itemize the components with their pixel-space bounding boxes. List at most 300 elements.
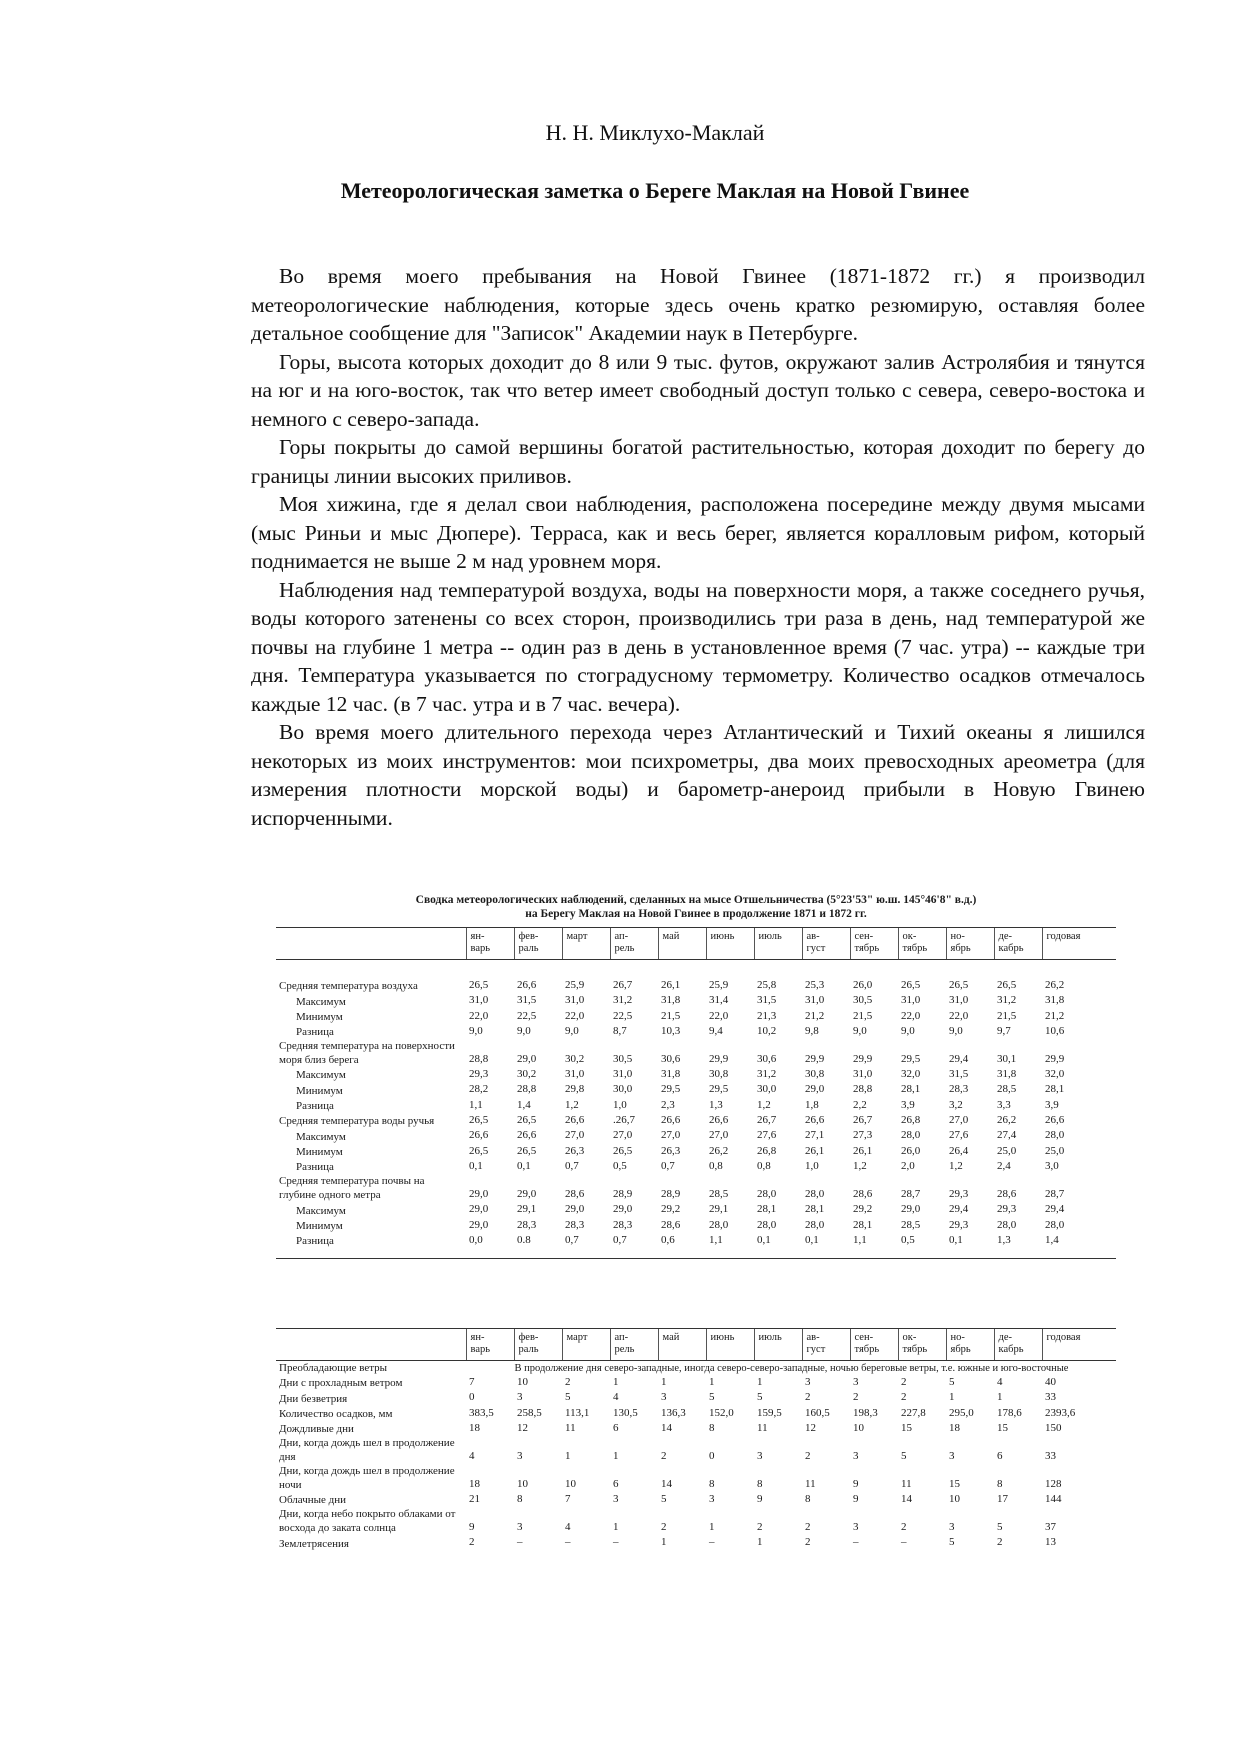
value-cell: 30,0 bbox=[613, 1083, 633, 1096]
table-row bbox=[276, 1436, 1116, 1464]
table-row bbox=[276, 1218, 1116, 1233]
value-cell: 22,0 bbox=[469, 1009, 489, 1022]
value-cell: 1 bbox=[565, 1449, 571, 1462]
value-cell: 29,5 bbox=[709, 1083, 729, 1096]
value-cell: 30,2 bbox=[517, 1068, 537, 1081]
value-cell: 22,0 bbox=[949, 1009, 969, 1022]
value-cell: 4 bbox=[469, 1449, 475, 1462]
value-cell: 12 bbox=[517, 1421, 528, 1434]
value-cell: 27,0 bbox=[661, 1129, 681, 1142]
value-cell: 1,1 bbox=[853, 1233, 867, 1246]
value-cell: 26,1 bbox=[805, 1144, 825, 1157]
value-cell: 10,6 bbox=[1045, 1024, 1065, 1037]
value-cell: 26,1 bbox=[661, 979, 681, 991]
value-cell: 21,5 bbox=[997, 1009, 1017, 1022]
value-cell: 4 bbox=[997, 1376, 1003, 1388]
group-title: Средняя температура на поверхности моря близ берега bbox=[279, 1040, 455, 1067]
month-header-line: сен- bbox=[854, 1332, 874, 1343]
value-cell: 0,5 bbox=[613, 1159, 627, 1172]
month-header bbox=[754, 1329, 802, 1361]
value-cell: 3 bbox=[805, 1376, 811, 1388]
value-cell: 28,8 bbox=[517, 1083, 537, 1096]
row-label: Минимум bbox=[296, 1219, 343, 1232]
value-cell: 30,6 bbox=[757, 1052, 777, 1065]
value-cell: 150 bbox=[1045, 1421, 1062, 1434]
table-row bbox=[276, 1361, 1116, 1376]
value-cell: 37 bbox=[1045, 1521, 1056, 1534]
value-cell: 5 bbox=[997, 1521, 1003, 1534]
value-cell: 5 bbox=[901, 1449, 907, 1462]
value-cell: 29,2 bbox=[661, 1203, 681, 1216]
value-cell: 27,1 bbox=[805, 1129, 825, 1142]
value-cell: 0,1 bbox=[805, 1233, 819, 1246]
value-cell: 2 bbox=[901, 1376, 907, 1388]
value-cell: 26,0 bbox=[853, 979, 873, 991]
value-cell: 28,0 bbox=[901, 1129, 921, 1142]
value-cell: 28,9 bbox=[613, 1187, 633, 1200]
value-cell: 1 bbox=[613, 1521, 619, 1534]
value-cell: 26,6 bbox=[517, 979, 537, 991]
month-header bbox=[514, 928, 562, 960]
value-cell: 31,0 bbox=[565, 994, 585, 1007]
value-cell: 28,0 bbox=[805, 1218, 825, 1231]
value-cell: 31,2 bbox=[613, 994, 633, 1007]
value-cell: 27,0 bbox=[565, 1129, 585, 1142]
value-cell: 10,3 bbox=[661, 1024, 681, 1037]
value-cell: 29,5 bbox=[661, 1083, 681, 1096]
value-cell: 26,7 bbox=[853, 1114, 873, 1127]
month-header bbox=[466, 1329, 514, 1361]
value-cell: .26,7 bbox=[613, 1114, 635, 1127]
value-cell: 26,6 bbox=[805, 1114, 825, 1127]
value-cell: 29,0 bbox=[469, 1187, 489, 1200]
value-cell: 29,9 bbox=[853, 1052, 873, 1065]
value-cell: 27,6 bbox=[757, 1129, 777, 1142]
value-cell: 29,0 bbox=[517, 1187, 537, 1200]
month-header-line: годовая bbox=[1046, 931, 1081, 942]
value-cell: 28,6 bbox=[997, 1187, 1017, 1200]
value-cell: 3 bbox=[949, 1521, 955, 1534]
value-cell: 10 bbox=[565, 1477, 576, 1490]
value-cell: 0,7 bbox=[613, 1233, 627, 1246]
value-cell: 3 bbox=[853, 1449, 859, 1462]
value-cell: 0 bbox=[469, 1391, 475, 1404]
value-cell: 3 bbox=[517, 1391, 523, 1404]
value-cell: 8 bbox=[805, 1493, 811, 1506]
value-cell: 5 bbox=[949, 1536, 955, 1549]
row-label: Разница bbox=[296, 1026, 334, 1039]
value-cell: 0.8 bbox=[517, 1233, 531, 1246]
value-cell: 26,2 bbox=[709, 1144, 729, 1157]
value-cell: 18 bbox=[469, 1421, 480, 1434]
value-cell: 9,4 bbox=[709, 1024, 723, 1037]
month-header bbox=[802, 1329, 850, 1361]
value-cell: 3 bbox=[517, 1521, 523, 1534]
value-cell: 15 bbox=[997, 1421, 1008, 1434]
temperature-table bbox=[276, 927, 1116, 1259]
value-cell: 0,0 bbox=[469, 1233, 483, 1246]
value-cell: 26,6 bbox=[661, 1114, 681, 1127]
value-cell: 30,5 bbox=[613, 1052, 633, 1065]
observations-summary-table bbox=[276, 893, 1116, 1259]
row-label: Максимум bbox=[296, 995, 346, 1008]
value-cell: 27,4 bbox=[997, 1129, 1017, 1142]
value-cell: 40 bbox=[1045, 1376, 1056, 1388]
month-header-line: кабрь bbox=[998, 1344, 1024, 1355]
row-label: Максимум bbox=[296, 1069, 346, 1082]
value-cell: 26,5 bbox=[469, 1144, 489, 1157]
value-cell: 26,1 bbox=[853, 1144, 873, 1157]
value-cell: 26,6 bbox=[709, 1114, 729, 1127]
paragraph: Во время моего пребывания на Новой Гвинее (1871-1872 гг.) я производил метеорологические наблюдения, которые здесь очень кратко резюмирую, оставляя более детальное сообщение для "Записок" Академии наук в Петербурге. bbox=[251, 264, 1145, 345]
month-header-line: но- bbox=[950, 931, 965, 942]
value-cell: 10 bbox=[517, 1477, 528, 1490]
value-cell: 3 bbox=[757, 1449, 763, 1462]
month-header bbox=[850, 928, 898, 960]
month-header bbox=[994, 1329, 1042, 1361]
value-cell: 31,8 bbox=[1045, 994, 1065, 1007]
value-cell: 28,3 bbox=[949, 1083, 969, 1096]
value-cell: 9,0 bbox=[853, 1024, 867, 1037]
author-name: Н. Н. Миклухо-Маклай bbox=[545, 120, 765, 145]
month-header-line: кабрь bbox=[998, 943, 1024, 954]
value-cell: 26,7 bbox=[757, 1114, 777, 1127]
value-cell: 0,7 bbox=[661, 1159, 675, 1172]
value-cell: 2 bbox=[901, 1391, 907, 1404]
table-row bbox=[276, 1375, 1116, 1390]
value-cell: 152,0 bbox=[709, 1406, 734, 1419]
value-cell: 9,0 bbox=[565, 1024, 579, 1037]
value-cell: 159,5 bbox=[757, 1406, 782, 1419]
month-header-line: сен- bbox=[854, 931, 874, 942]
row-label: Землетрясения bbox=[279, 1537, 349, 1550]
value-cell: 31,2 bbox=[757, 1068, 777, 1081]
value-cell: 1 bbox=[949, 1391, 955, 1404]
value-cell: 1,3 bbox=[997, 1233, 1011, 1246]
value-cell: 8 bbox=[997, 1477, 1003, 1490]
month-header-line: ян- bbox=[470, 1332, 485, 1343]
value-cell: 18 bbox=[949, 1421, 960, 1434]
row-label: Разница bbox=[296, 1161, 334, 1174]
value-cell: 29,0 bbox=[613, 1203, 633, 1216]
value-cell: 28,0 bbox=[805, 1187, 825, 1200]
value-cell: 28,6 bbox=[853, 1187, 873, 1200]
value-cell: 3,9 bbox=[1045, 1098, 1059, 1111]
value-cell: 3,9 bbox=[901, 1098, 915, 1111]
value-cell: 0,8 bbox=[709, 1159, 723, 1172]
value-cell: 22,5 bbox=[613, 1009, 633, 1022]
value-cell: 8 bbox=[757, 1477, 763, 1490]
winds-note: В продолжение дня северо-западные, иногда северо-северо-западные, ночью береговые ветры, т.е. южные и юго-восточные bbox=[514, 1363, 1069, 1374]
value-cell: 21,3 bbox=[757, 1009, 777, 1022]
month-header bbox=[754, 928, 802, 960]
value-cell: 28,0 bbox=[997, 1218, 1017, 1231]
value-cell: 31,0 bbox=[565, 1068, 585, 1081]
row-label: Дождливые дни bbox=[279, 1423, 354, 1436]
month-header-line: март bbox=[566, 931, 588, 942]
value-cell: 29,0 bbox=[565, 1203, 585, 1216]
value-cell: 26,4 bbox=[949, 1144, 969, 1157]
value-cell: 28,1 bbox=[853, 1218, 873, 1231]
month-header bbox=[850, 1329, 898, 1361]
month-header bbox=[658, 928, 706, 960]
value-cell: 5 bbox=[949, 1376, 955, 1388]
value-cell: 22,5 bbox=[517, 1009, 537, 1022]
value-cell: 1,1 bbox=[709, 1233, 723, 1246]
value-cell: 3 bbox=[853, 1376, 859, 1388]
value-cell: 198,3 bbox=[853, 1406, 878, 1419]
value-cell: 11 bbox=[565, 1421, 576, 1434]
value-cell: 26,5 bbox=[613, 1144, 633, 1157]
weather-table-container bbox=[276, 1328, 1116, 1551]
value-cell: 28,6 bbox=[661, 1218, 681, 1231]
table-end-rule bbox=[276, 1248, 1116, 1259]
caption-line-1: Сводка метеорологических наблюдений, сделанных на мысе Отшельничества (5°23'53" ю.ш. 145°46'8" в.д.) bbox=[415, 894, 977, 906]
value-cell: 29,4 bbox=[949, 1052, 969, 1065]
month-header bbox=[562, 928, 610, 960]
table-row bbox=[276, 1159, 1116, 1174]
value-cell: 26,6 bbox=[565, 1114, 585, 1127]
month-header-line: фев- bbox=[518, 931, 539, 942]
table-row bbox=[276, 1039, 1116, 1067]
value-cell: 17 bbox=[997, 1493, 1008, 1506]
month-header-line: де- bbox=[998, 931, 1012, 942]
value-cell: 29,0 bbox=[901, 1203, 921, 1216]
value-cell: 128 bbox=[1045, 1477, 1062, 1490]
month-header-line: июль bbox=[758, 931, 782, 942]
value-cell: 3 bbox=[709, 1493, 715, 1506]
table-row bbox=[276, 1464, 1116, 1492]
month-header-line: рель bbox=[614, 1344, 635, 1355]
value-cell: 2,4 bbox=[997, 1159, 1011, 1172]
row-label: Дни, когда дождь шел в продолжение дня bbox=[279, 1437, 455, 1464]
month-header-line: ян- bbox=[470, 931, 485, 942]
value-cell: 383,5 bbox=[469, 1406, 494, 1419]
value-cell: 31,0 bbox=[805, 994, 825, 1007]
value-cell: 0,1 bbox=[469, 1159, 483, 1172]
value-cell: 1 bbox=[709, 1521, 715, 1534]
value-cell: – bbox=[853, 1536, 859, 1549]
paragraph: Наблюдения над температурой воздуха, воды на поверхности моря, а также соседнего ручья, воды которого затенены со всех сторон, производились три раза в день, над температурой же почвы на глубине 1 метра -- один раз в день в установленное время (7 час. утра) -- каждые три дня. Температура указывается по стоградусному термометру. Количество осадков отмечалось каждые 12 час. (в 7 час. утра и в 7 час. вечера). bbox=[251, 577, 1145, 716]
row-label: Облачные дни bbox=[279, 1494, 347, 1507]
value-cell: 31,2 bbox=[997, 994, 1017, 1007]
value-cell: 2 bbox=[661, 1449, 667, 1462]
value-cell: 227,8 bbox=[901, 1406, 926, 1419]
month-header-line: тябрь bbox=[902, 1344, 928, 1355]
month-header-line: варь bbox=[470, 943, 491, 954]
value-cell: 1,0 bbox=[805, 1159, 819, 1172]
table-row bbox=[276, 1144, 1116, 1159]
value-cell: 2 bbox=[997, 1536, 1003, 1549]
value-cell: 2,3 bbox=[661, 1098, 675, 1111]
value-cell: 28,1 bbox=[901, 1083, 921, 1096]
value-cell: 28,3 bbox=[565, 1218, 585, 1231]
value-cell: 31,0 bbox=[853, 1068, 873, 1081]
month-header-line: тябрь bbox=[854, 1344, 880, 1355]
row-label: Количество осадков, мм bbox=[279, 1407, 393, 1420]
caption-line-2: на Берегу Маклая на Новой Гвинее в продолжение 1871 и 1872 гг. bbox=[525, 908, 867, 920]
value-cell: 31,0 bbox=[613, 1068, 633, 1081]
value-cell: 28,9 bbox=[661, 1187, 681, 1200]
value-cell: 28,1 bbox=[757, 1203, 777, 1216]
value-cell: 5 bbox=[709, 1391, 715, 1404]
value-cell: 0,1 bbox=[757, 1233, 771, 1246]
table-end-cell bbox=[276, 1248, 1116, 1259]
value-cell: 1,2 bbox=[757, 1098, 771, 1111]
value-cell: 25,9 bbox=[709, 979, 729, 991]
value-cell: 30,2 bbox=[565, 1052, 585, 1065]
row-label: Преобладающие ветры bbox=[279, 1362, 388, 1374]
month-header-line: ав- bbox=[806, 1332, 820, 1343]
value-cell: 144 bbox=[1045, 1493, 1062, 1506]
value-cell: – bbox=[565, 1536, 571, 1549]
value-cell: 29,8 bbox=[565, 1083, 585, 1096]
value-cell: – bbox=[901, 1536, 907, 1549]
value-cell: 26,5 bbox=[469, 979, 489, 991]
value-cell: 26,7 bbox=[613, 979, 633, 991]
value-cell: 1 bbox=[757, 1536, 763, 1549]
group-title: Средняя температура воздуха bbox=[279, 980, 418, 993]
value-cell: 22,0 bbox=[709, 1009, 729, 1022]
month-header bbox=[946, 928, 994, 960]
value-cell: 29,0 bbox=[517, 1052, 537, 1065]
value-cell: 28,5 bbox=[997, 1083, 1017, 1096]
value-cell: 29,0 bbox=[805, 1083, 825, 1096]
row-label: Дни, когда дождь шел в продолжение ночи bbox=[279, 1465, 455, 1492]
value-cell: 26,5 bbox=[469, 1114, 489, 1127]
value-cell: 26,2 bbox=[1045, 979, 1065, 991]
value-cell: 0,5 bbox=[901, 1233, 915, 1246]
value-cell: 2 bbox=[757, 1521, 763, 1534]
table-row bbox=[276, 1174, 1116, 1202]
value-cell: 10 bbox=[853, 1421, 864, 1434]
value-cell: 12 bbox=[805, 1421, 816, 1434]
value-cell: 25,8 bbox=[757, 979, 777, 991]
value-cell: 2 bbox=[565, 1376, 571, 1388]
value-cell: 28,7 bbox=[901, 1187, 921, 1200]
value-cell: 31,8 bbox=[997, 1068, 1017, 1081]
value-cell: 31,5 bbox=[949, 1068, 969, 1081]
value-cell: 1,8 bbox=[805, 1098, 819, 1111]
month-header bbox=[1042, 1329, 1116, 1361]
value-cell: 26,6 bbox=[517, 1129, 537, 1142]
value-cell: 2 bbox=[661, 1521, 667, 1534]
value-cell: 1,1 bbox=[469, 1098, 483, 1111]
value-cell: 31,0 bbox=[949, 994, 969, 1007]
table-row bbox=[276, 1098, 1116, 1113]
value-cell: – bbox=[613, 1536, 619, 1549]
row-label: Дни с прохладным ветром bbox=[279, 1377, 403, 1390]
value-cell: 130,5 bbox=[613, 1406, 638, 1419]
value-cell: 4 bbox=[565, 1521, 571, 1534]
table-row bbox=[276, 1421, 1116, 1436]
value-cell: 1 bbox=[661, 1376, 667, 1388]
value-cell: 27,0 bbox=[709, 1129, 729, 1142]
month-header bbox=[1042, 928, 1116, 960]
value-cell: 29,1 bbox=[517, 1203, 537, 1216]
value-cell: 295,0 bbox=[949, 1406, 974, 1419]
month-header-line: март bbox=[566, 1332, 588, 1343]
value-cell: 21,2 bbox=[805, 1009, 825, 1022]
value-cell: 21,5 bbox=[661, 1009, 681, 1022]
value-cell: 28,5 bbox=[901, 1218, 921, 1231]
weather-table bbox=[276, 1328, 1116, 1551]
row-label: Минимум bbox=[296, 1084, 343, 1097]
value-cell: 28,5 bbox=[709, 1187, 729, 1200]
value-cell: 3,2 bbox=[949, 1098, 963, 1111]
value-cell: 31,8 bbox=[661, 994, 681, 1007]
month-header-line: ок- bbox=[902, 1332, 917, 1343]
article-title: Метеорологическая заметка о Береге Маклая на Новой Гвинее bbox=[340, 178, 970, 203]
month-header-line: ок- bbox=[902, 931, 917, 942]
value-cell: 0,1 bbox=[517, 1159, 531, 1172]
value-cell: 22,0 bbox=[901, 1009, 921, 1022]
value-cell: 26,3 bbox=[565, 1144, 585, 1157]
row-label: Максимум bbox=[296, 1204, 346, 1217]
value-cell: 11 bbox=[901, 1477, 912, 1490]
row-label: Минимум bbox=[296, 1010, 343, 1023]
value-cell: 8 bbox=[517, 1493, 523, 1506]
value-cell: 1,4 bbox=[1045, 1233, 1059, 1246]
value-cell: 2 bbox=[853, 1391, 859, 1404]
month-header bbox=[706, 928, 754, 960]
paragraph: Горы, высота которых доходит до 8 или 9 тыс. футов, окружают залив Астролябия и тянутся на юг и на юго-восток, так что ветер имеет свободный доступ только с севера, северо-востока и немного с северо-запада. bbox=[251, 349, 1145, 431]
month-header-line: ап- bbox=[614, 1332, 629, 1343]
value-cell: 29,9 bbox=[709, 1052, 729, 1065]
value-cell: 33 bbox=[1045, 1449, 1056, 1462]
month-header bbox=[706, 1329, 754, 1361]
value-cell: 5 bbox=[565, 1391, 571, 1404]
table-row bbox=[276, 1233, 1116, 1248]
value-cell: 6 bbox=[613, 1421, 619, 1434]
value-cell: 2 bbox=[469, 1536, 475, 1549]
value-cell: 1,0 bbox=[613, 1098, 627, 1111]
row-label: Максимум bbox=[296, 1130, 346, 1143]
value-cell: 28,0 bbox=[757, 1187, 777, 1200]
value-cell: 31,5 bbox=[757, 994, 777, 1007]
value-cell: 3,3 bbox=[997, 1098, 1011, 1111]
month-header-line: раль bbox=[518, 943, 539, 954]
month-header-line: тябрь bbox=[902, 943, 928, 954]
value-cell: 1 bbox=[709, 1376, 715, 1388]
value-cell: 9,0 bbox=[517, 1024, 531, 1037]
value-cell: 25,0 bbox=[1045, 1144, 1065, 1157]
value-cell: 28,7 bbox=[1045, 1187, 1065, 1200]
value-cell: 29,9 bbox=[1045, 1052, 1065, 1065]
value-cell: 5 bbox=[757, 1391, 763, 1404]
value-cell: 21,5 bbox=[853, 1009, 873, 1022]
value-cell: 9 bbox=[853, 1493, 859, 1506]
value-cell: 0,7 bbox=[565, 1159, 579, 1172]
value-cell: 11 bbox=[757, 1421, 768, 1434]
group-title: Средняя температура почвы на глубине одного метра bbox=[279, 1175, 425, 1202]
value-cell: 27,0 bbox=[949, 1114, 969, 1127]
value-cell: 5 bbox=[661, 1493, 667, 1506]
value-cell: 6 bbox=[613, 1477, 619, 1490]
value-cell: 30,5 bbox=[853, 994, 873, 1007]
value-cell: 0,1 bbox=[949, 1233, 963, 1246]
value-cell: 3 bbox=[613, 1493, 619, 1506]
value-cell: 29,4 bbox=[949, 1203, 969, 1216]
value-cell: 32,0 bbox=[1045, 1068, 1065, 1081]
value-cell: 1,2 bbox=[949, 1159, 963, 1172]
table-row bbox=[276, 1492, 1116, 1507]
month-header-line: ав- bbox=[806, 931, 820, 942]
value-cell: 6 bbox=[997, 1449, 1003, 1462]
value-cell: 258,5 bbox=[517, 1406, 542, 1419]
value-cell: 14 bbox=[661, 1477, 672, 1490]
row-label: Разница bbox=[296, 1100, 334, 1113]
